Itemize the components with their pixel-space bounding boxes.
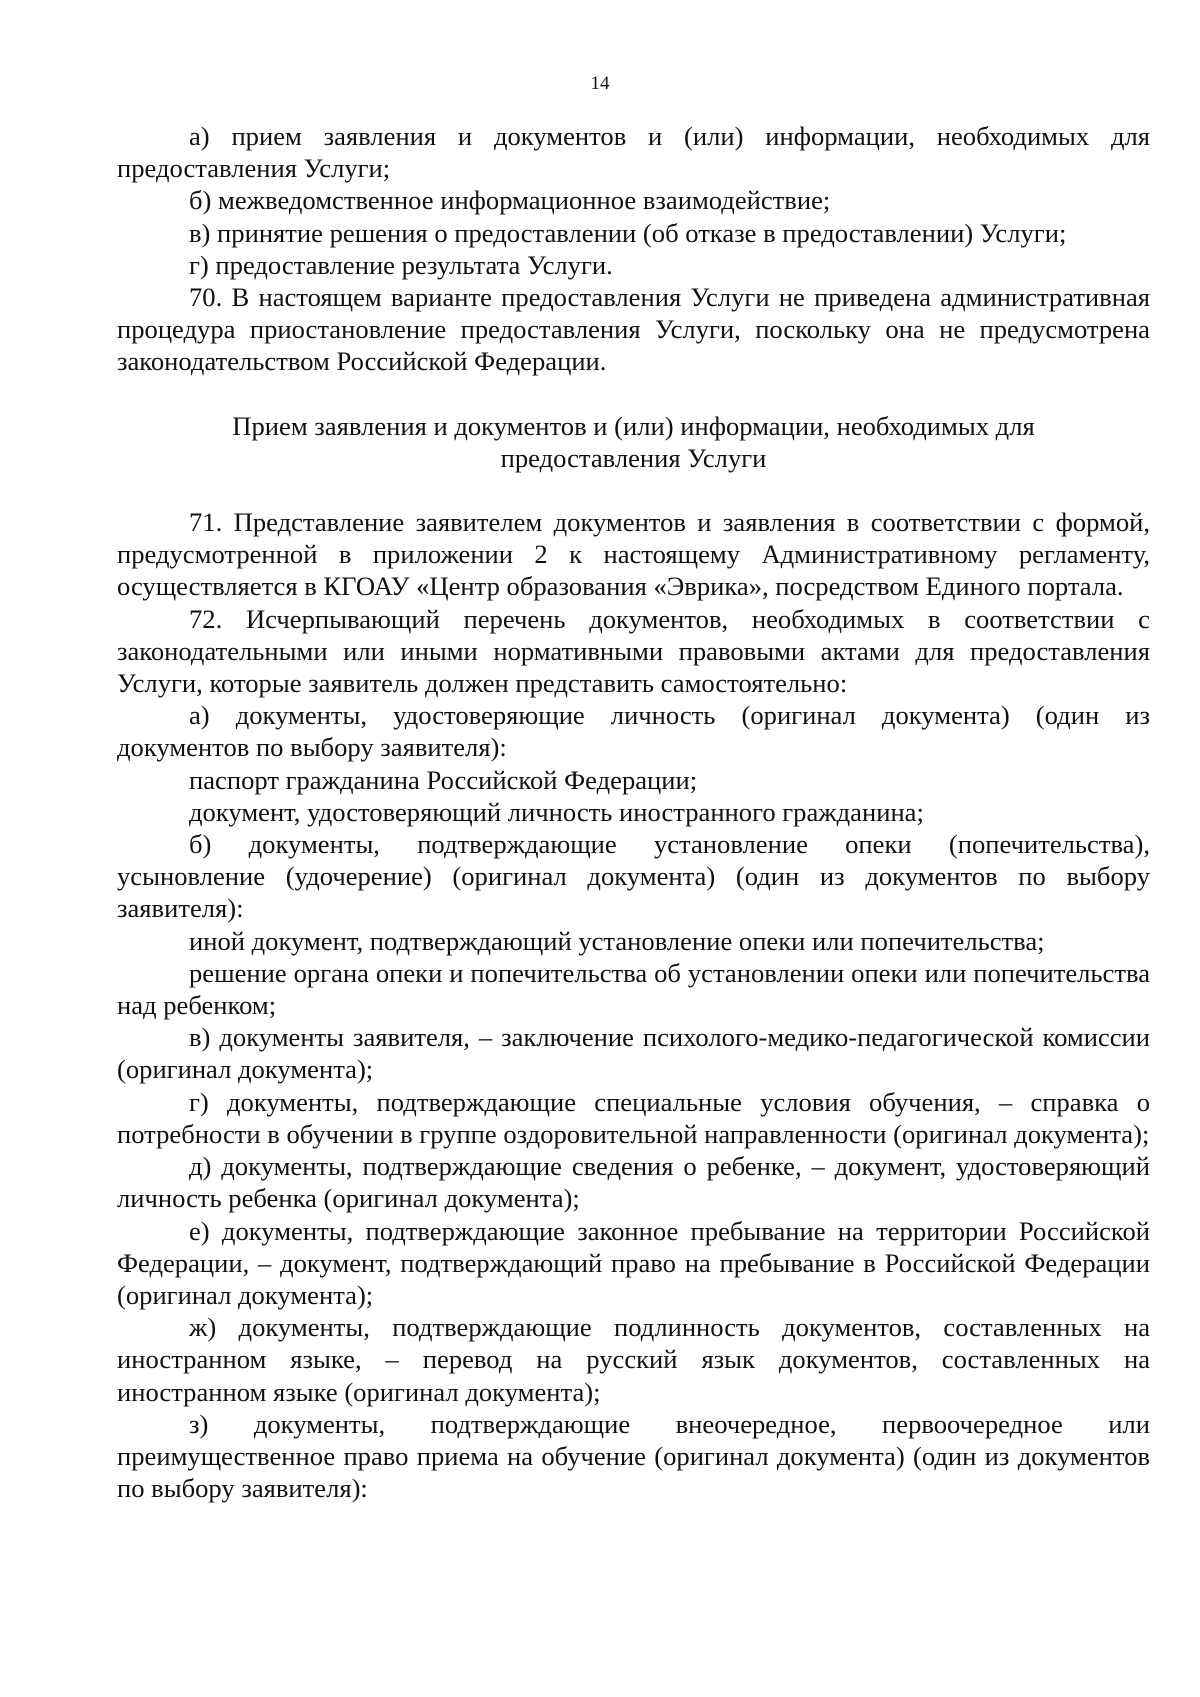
document-subitem: иной документ, подтверждающий установление опеки или попечительства; (189, 925, 1045, 956)
list-item-v: в) принятие решения о предоставлении (об отказе в предоставлении) Услуги; (189, 217, 1067, 248)
list-item-a: а) прием заявления и документов и (или) информации, необходимых для предоставления Услуги; (117, 121, 1150, 184)
document-subitem: решение органа опеки и попечительства об установлении опеки или попечительства над ребенком; (117, 957, 1150, 1021)
page-number: 14 (590, 73, 610, 94)
document-item-zh: ж) документы, подтверждающие подлинность документов, составленных на иностранном языке, – перевод на русский язык документов, составленных на иностранном языке (оригинал документа); (117, 1312, 1150, 1407)
section-heading-line-1: Прием заявления и документов и (или) информации, необходимых для (232, 410, 1035, 441)
document-item-e: е) документы, подтверждающие законное пребывание на территории Российской Федерации, – документ, подтверждающий право на пребывание в Российской Федерации (оригинал документа); (117, 1215, 1150, 1310)
list-item-g: г) предоставление результата Услуги. (189, 249, 613, 280)
list-item-b: б) межведомственное информационное взаимодействие; (189, 185, 831, 216)
document-item-a: а) документы, удостоверяющие личность (оригинал документа) (один из документов по выбору заявителя): (117, 700, 1150, 763)
document-subitem: документ, удостоверяющий личность иностранного гражданина; (189, 796, 924, 827)
document-item-d: д) документы, подтверждающие сведения о ребенке, – документ, удостоверяющий личность ребенка (оригинал документа); (117, 1151, 1150, 1214)
clause-71: 71. Представление заявителем документов и заявления в соответствии с формой, предусмотренной в приложении 2 к настоящему Административному регламенту, осуществляется в КГОАУ «Центр образования «Эврика», посредством Единого портала. (117, 507, 1150, 602)
clause-70: 70. В настоящем варианте предоставления Услуги не приведена административная процедура приостановление предоставления Услуги, поскольку она не предусмотрена законодательством Российской Федерации. (117, 282, 1150, 377)
document-subitem: паспорт гражданина Российской Федерации; (189, 764, 698, 795)
document-item-z: з) документы, подтверждающие внеочередное, первоочередное или преимущественное право приема на обучение (оригинал документа) (один из документов по выбору заявителя): (117, 1408, 1150, 1504)
section-heading-line-2: предоставления Услуги (500, 442, 767, 473)
document-item-g: г) документы, подтверждающие специальные условия обучения, – справка о потребности в обучении в группе оздоровительной направленности (оригинал документа); (117, 1086, 1150, 1149)
document-item-b: б) документы, подтверждающие установление опеки (попечительства), усыновление (удочерение) (оригинал документа) (один из документов по выбору заявителя): (117, 829, 1150, 924)
clause-72: 72. Исчерпывающий перечень документов, необходимых в соответствии с законодательными или иными нормативными правовыми актами для предоставления Услуги, которые заявитель должен представить самостоятельно: (117, 603, 1150, 699)
document-body (117, 120, 1150, 1504)
section-heading (117, 410, 1150, 474)
document-item-v: в) документы заявителя, – заключение психолого-медико-педагогической комиссии (оригинал документа); (117, 1022, 1150, 1085)
